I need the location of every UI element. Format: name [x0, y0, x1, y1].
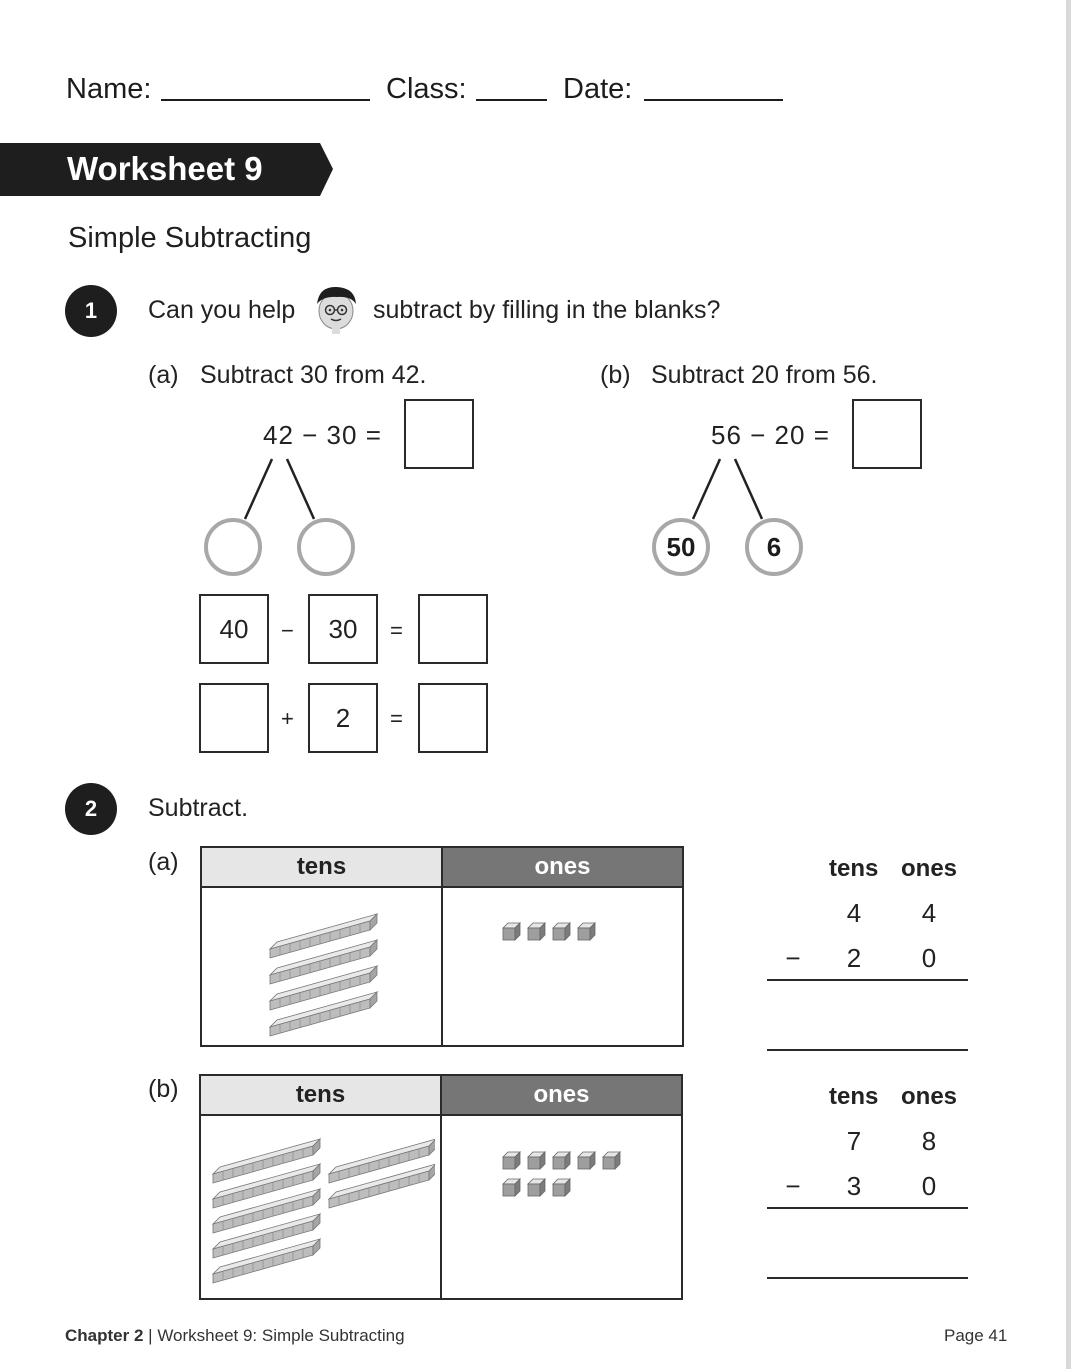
q1b-label: (b)	[600, 361, 631, 389]
q2b-sub-ones: 0	[921, 1171, 937, 1201]
unit-cube	[528, 923, 545, 940]
q2a-ones-cubes	[495, 915, 605, 955]
unit-cube	[553, 1152, 570, 1169]
question-1-number: 1	[65, 285, 117, 337]
unit-cube	[553, 923, 570, 940]
q1b-equation: 56 − 20 =	[711, 420, 830, 450]
q1a-row1-answer-box[interactable]	[418, 594, 488, 664]
q2b-top-tens: 7	[846, 1126, 862, 1156]
q1a-row1-first-box[interactable]: 40	[199, 594, 269, 664]
q1a-row2-operator: +	[281, 706, 294, 731]
date-field[interactable]	[644, 99, 783, 101]
q1a-bond-right[interactable]	[297, 518, 355, 576]
q2a-sub-tens: 2	[846, 943, 862, 973]
q2a-tens-header: tens	[201, 847, 442, 887]
q1a-row2-first-box[interactable]	[199, 683, 269, 753]
q2a-top-ones: 4	[921, 898, 937, 928]
class-label: Class:	[386, 73, 467, 105]
question-2-number: 2	[65, 783, 117, 835]
worksheet-subtitle: Simple Subtracting	[68, 222, 312, 254]
q2a-top-tens: 4	[846, 898, 862, 928]
q2b-minus-sign: −	[785, 1171, 801, 1201]
boy-face-icon	[311, 284, 361, 336]
q1a-row1-operator: −	[281, 618, 294, 643]
q2b-col-tens-label: tens	[829, 1083, 879, 1110]
q2-instruction: Subtract.	[148, 794, 249, 822]
q2a-answer-line[interactable]	[767, 1049, 968, 1051]
q1b-answer-box[interactable]	[852, 399, 922, 469]
q1a-row2-second-box[interactable]: 2	[308, 683, 378, 753]
q2a-tens-rods	[262, 893, 382, 1043]
q1a-bond-lines	[230, 455, 330, 525]
q1a-label: (a)	[148, 361, 179, 389]
q1a-row1-second-box[interactable]: 30	[308, 594, 378, 664]
q2b-tens-rods	[205, 1120, 435, 1295]
unit-cube	[528, 1179, 545, 1196]
q1a-answer-box[interactable]	[404, 399, 474, 469]
q2b-label: (b)	[148, 1075, 179, 1103]
q2b-top-ones: 8	[921, 1126, 937, 1156]
q1a-row2-equals: =	[390, 706, 403, 731]
q2a-col-ones-label: ones	[901, 855, 958, 882]
q2a-sum-line	[767, 979, 968, 981]
unit-cube	[553, 1179, 570, 1196]
page-edge	[1066, 0, 1071, 1369]
q2a-sub-ones: 0	[921, 943, 937, 973]
class-field[interactable]	[476, 99, 547, 101]
q2b-answer-line[interactable]	[767, 1277, 968, 1279]
name-field[interactable]	[161, 99, 370, 101]
q2a-label: (a)	[148, 848, 179, 876]
q2b-sub-tens: 3	[846, 1171, 862, 1201]
footer-left	[65, 1326, 405, 1346]
q1a-bond-left[interactable]	[204, 518, 262, 576]
footer-page-number: Page 41	[944, 1326, 1008, 1345]
q2a-col-tens-label: tens	[829, 855, 879, 882]
q2b-column-divider	[440, 1074, 442, 1300]
q1b-prompt: Subtract 20 from 56.	[651, 361, 878, 389]
q2a-ones-header: ones	[442, 847, 683, 887]
q2a-minus-sign: −	[785, 943, 801, 973]
q2a-header-divider	[200, 886, 684, 888]
q2b-ones-cubes	[495, 1144, 635, 1204]
unit-cube	[603, 1152, 620, 1169]
footer-separator: |	[148, 1326, 153, 1345]
q1b-bond-lines	[678, 455, 778, 525]
unit-cube	[578, 1152, 595, 1169]
worksheet-title: Worksheet 9	[67, 150, 263, 187]
footer-chapter: Chapter 2	[65, 1326, 144, 1345]
q1a-equation: 42 − 30 =	[263, 420, 382, 450]
footer-worksheet: Worksheet 9: Simple Subtracting	[157, 1326, 405, 1345]
q2a-column-divider	[441, 846, 443, 1047]
unit-cube	[503, 923, 520, 940]
q1b-bond-right: 6	[745, 518, 803, 576]
q1-instruction-after: subtract by filling in the blanks?	[373, 296, 721, 324]
q1a-row2-answer-box[interactable]	[418, 683, 488, 753]
unit-cube	[528, 1152, 545, 1169]
q1b-bond-left: 50	[652, 518, 710, 576]
q2b-ones-header: ones	[441, 1075, 682, 1115]
q2b-col-ones-label: ones	[901, 1083, 958, 1110]
q2b-sum-line	[767, 1207, 968, 1209]
q1a-prompt: Subtract 30 from 42.	[200, 361, 427, 389]
unit-cube	[578, 923, 595, 940]
name-label: Name:	[66, 73, 152, 105]
unit-cube	[503, 1152, 520, 1169]
q2b-header-divider	[199, 1114, 683, 1116]
q1-instruction-before: Can you help	[148, 296, 296, 324]
unit-cube	[503, 1179, 520, 1196]
date-label: Date:	[563, 73, 633, 105]
q1a-row1-equals: =	[390, 618, 403, 643]
q2b-tens-header: tens	[200, 1075, 441, 1115]
